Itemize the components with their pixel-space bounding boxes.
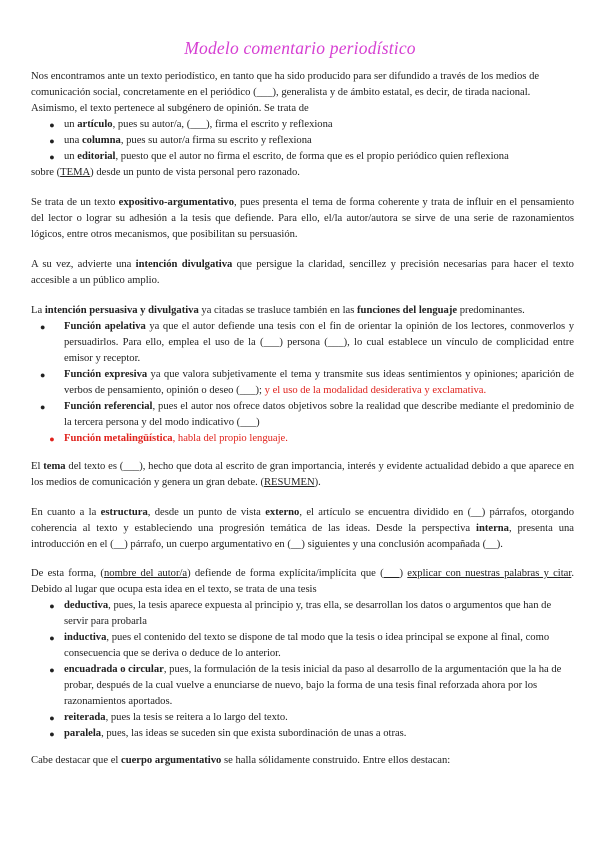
bullet-icon: ● xyxy=(49,713,55,723)
bullet-icon: ● xyxy=(40,370,46,380)
list-item-funcion-apelativa: ● Función apelativa ya que el autor defiende una tesis con el fin de orientar la opinión de los lectores, conmoverlos y persuadirlos. Para ello, emplea el uso de la (___) persona (___), lo cual establece un vínculo de complicidad entre emisor y receptor. xyxy=(31,319,574,367)
bullet-icon: ● xyxy=(49,120,55,130)
document-title: Modelo comentario periodístico xyxy=(184,38,416,58)
intro-paragraph xyxy=(31,69,574,181)
list-item-articulo: ● un artículo, pues su autor/a, (___), firma el escrito y reflexiona xyxy=(31,117,574,133)
bullet-icon: ● xyxy=(49,633,55,643)
tesis-intro: De esta forma, (nombre del autor/a) defiende de forma explícita/implícita que (___) explicar con nuestras palabras y citar. Debido al lugar que ocupa esta idea en el texto, se trata de una tesis xyxy=(31,568,574,595)
list-item-columna: ● una columna, pues su autor/a firma su escrito y reflexiona xyxy=(31,133,574,149)
funciones-intro: La intención persuasiva y divulgativa ya citadas se trasluce también en las funciones del lenguaje predominantes. xyxy=(31,305,525,316)
bullet-icon: ● xyxy=(49,601,55,611)
paragraph-cuerpo-argumentativo: Cabe destacar que el cuerpo argumentativo se halla sólidamente construido. Entre ellos destacan: xyxy=(31,755,451,766)
list-item-inductiva: ● inductiva, pues el contenido del texto se dispone de tal modo que la tesis o idea principal se expone al final, como consecuencia que se deriva o deduce de lo anterior. xyxy=(31,630,574,662)
paragraph-tipologia: Se trata de un texto expositivo-argumentativo, pues presenta el tema de forma coherente y trata de influir en el pensamiento del lector o lograr su adhesión a la tesis que defiende. Para ello, el/la autor/autora se sirve de una serie de razonamientos lógicos, entre otros mecanismos, que posibilitan su persuasión. xyxy=(31,197,574,240)
list-item-deductiva: ● deductiva, pues, la tesis aparece expuesta al principio y, tras ella, se desarrollan los datos o argumentos que han de servir para probarla xyxy=(31,598,574,630)
list-item-encuadrada: ● encuadrada o circular, pues, la formulación de la tesis inicial da paso al desarrollo de la argumentación que la ha de probar, después de la cual vuelve a enunciarse de nuevo, bajo la forma de una tesis final reforzada ahora por los razonamientos aportados. xyxy=(31,662,574,710)
intro-line-2: comunicación social, concretamente en el periódico (___), generalista y de ámbito estatal, es decir, de tirada nacional. xyxy=(31,87,531,98)
bullet-icon: ● xyxy=(49,152,55,162)
bullet-icon: ● xyxy=(49,729,55,739)
paragraph-tema: El tema del texto es (___), hecho que dota al escrito de gran importancia, interés y evidente actualidad debido a que aparece en los medios de comunicación y genera un gran debate. (RESUMEN). xyxy=(31,461,574,488)
intro-line-1: Nos encontramos ante un texto periodístico, en tanto que ha sido producido para ser difundido a través de los medios de xyxy=(31,71,540,82)
paragraph-funciones xyxy=(31,303,574,447)
paragraph-tesis xyxy=(31,566,574,742)
list-item-funcion-metalinguistica: ● Función metalingüística, habla del propio lenguaje. xyxy=(31,431,574,447)
bullet-icon: ● xyxy=(49,434,55,444)
intro-line-3: Asimismo, el texto pertenece al subgénero de opinión. Se trata de xyxy=(31,103,309,114)
list-item-editorial: ● un editorial, puesto que el autor no firma el escrito, de forma que es el propio periódico quien reflexiona xyxy=(31,149,574,165)
bullet-icon: ● xyxy=(49,665,55,675)
bullet-icon: ● xyxy=(40,402,46,412)
list-item-paralela: ● paralela, pues, las ideas se suceden sin que exista subordinación de unas a otras. xyxy=(31,726,574,742)
intro-tail: sobre (TEMA) desde un punto de vista personal pero razonado. xyxy=(31,167,300,178)
list-item-funcion-referencial: ● Función referencial, pues el autor nos ofrece datos objetivos sobre la realidad que describe mediante el predominio de la tercera persona y del modo indicativo (___) xyxy=(31,399,574,431)
list-item-reiterada: ● reiterada, pues la tesis se reitera a lo largo del texto. xyxy=(31,710,574,726)
paragraph-intencion: A su vez, advierte una intención divulgativa que persigue la claridad, sencillez y precisión necesarias para hacer el texto accesible a un público amplio. xyxy=(31,259,574,286)
list-item-funcion-expresiva: ● Función expresiva ya que valora subjetivamente el tema y transmite sus ideas sentimientos y opiniones; aparición de verbos de pensamiento, opinión o deseo (___); y el uso de la modalidad desiderativa y exclamativa. xyxy=(31,367,574,399)
bullet-icon: ● xyxy=(40,322,46,332)
bullet-icon: ● xyxy=(49,136,55,146)
paragraph-estructura: En cuanto a la estructura, desde un punto de vista externo, el artículo se encuentra dividido en (__) párrafos, otorgando coherencia al texto y estableciendo una progresión temática de las ideas. Desde la perspectiva interna, presenta una introducción en el (__) párrafo, un cuerpo argumentativo en (__) siguientes y una conclusión acompañada (__). xyxy=(31,507,574,550)
